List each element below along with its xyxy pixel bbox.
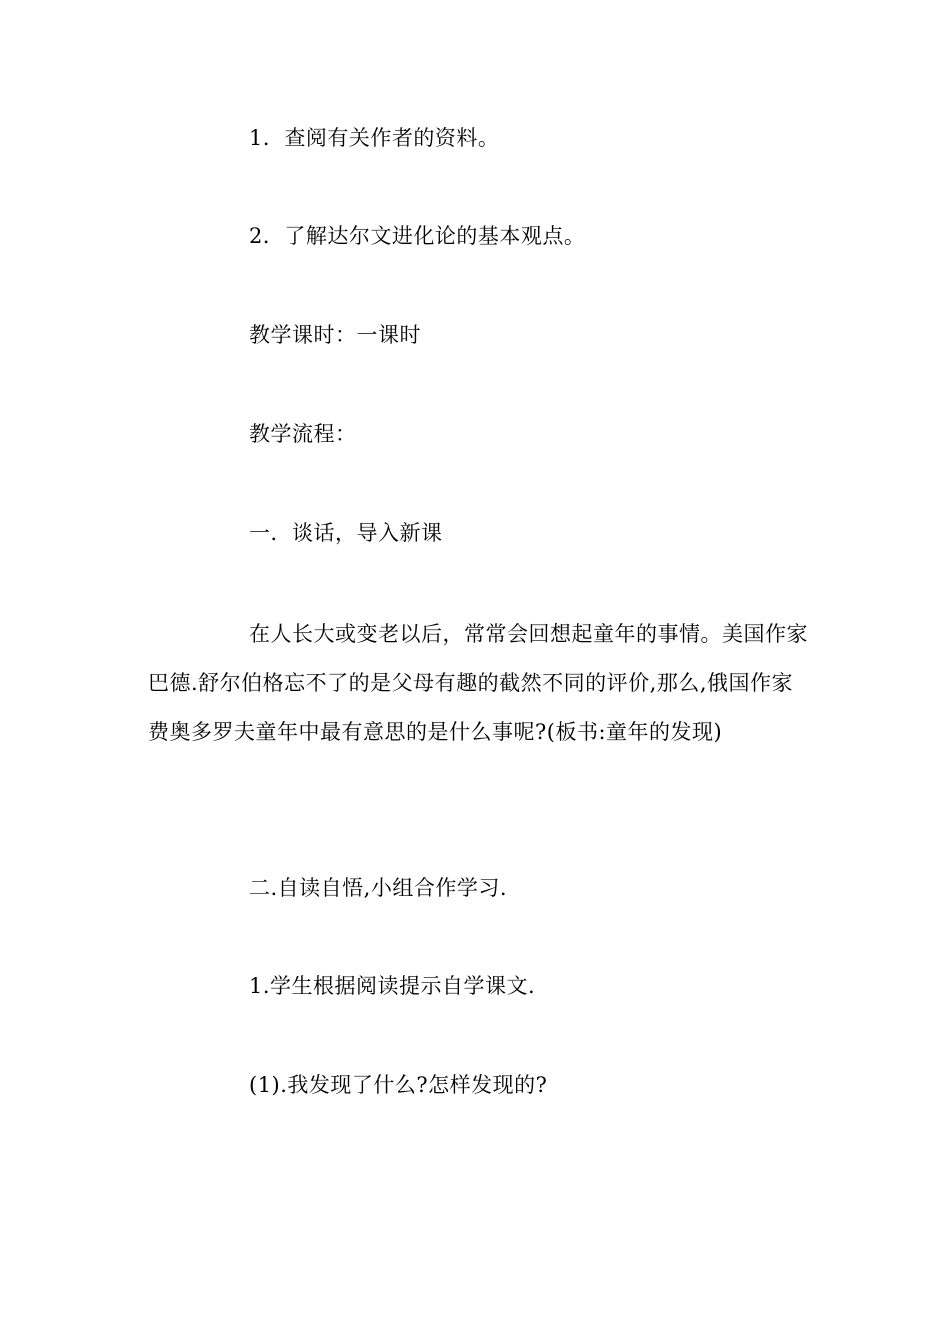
lesson-process-heading: 教学流程： — [249, 422, 357, 446]
section-heading-1: 一．谈话，导入新课 — [249, 521, 443, 545]
prep-item-2: 2．了解达尔文进化论的基本观点。 — [249, 224, 586, 248]
prep-item-1: 1．查阅有关作者的资料。 — [249, 126, 500, 150]
intro-paragraph: 在人长大或变老以后，常常会回想起童年的事情。美国作家巴德.舒尔伯格忘不了的是父母有趣的截然不同的评价,那么,俄国作家费奥多罗夫童年中最有意思的是什么事呢?(板书:童年的发现) — [148, 622, 808, 744]
section-heading-2: 二.自读自悟,小组合作学习. — [249, 876, 508, 900]
lesson-duration: 教学课时：一课时 — [249, 323, 421, 347]
step-1: 1.学生根据阅读提示自学课文. — [249, 974, 536, 998]
question-1: (1).我发现了什么?怎样发现的? — [249, 1073, 548, 1097]
